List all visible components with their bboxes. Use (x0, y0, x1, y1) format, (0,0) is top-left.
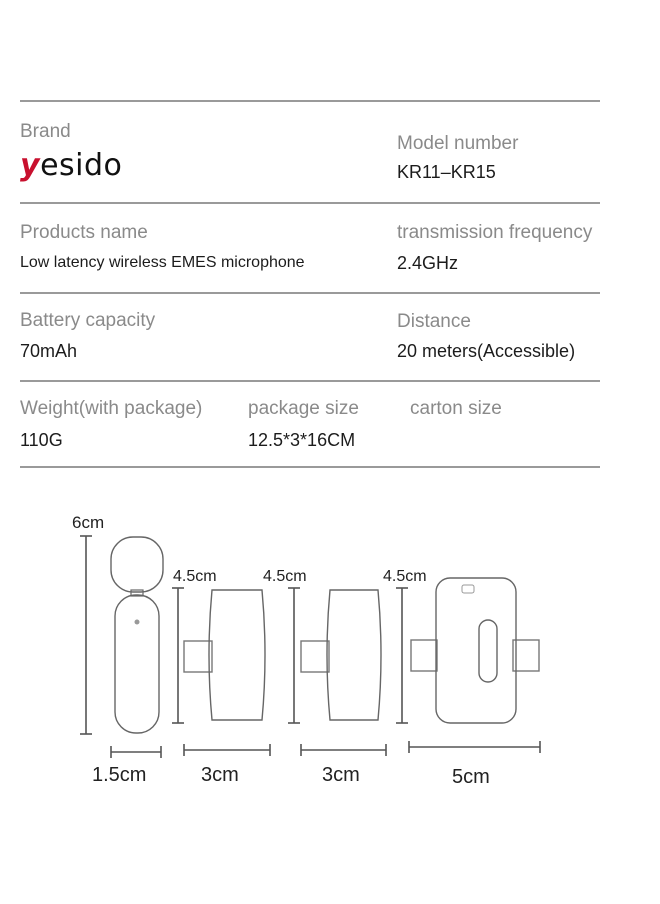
brand-label: Brand (20, 121, 71, 142)
mic-width-dimension-line (111, 746, 161, 758)
brand-logo: yesido (20, 148, 123, 183)
transmission-frequency-label: transmission frequency (397, 222, 593, 243)
receiver1-height-dimension-line (172, 588, 184, 723)
microphone-icon (111, 537, 163, 733)
receiver2-width-dimension-line (301, 744, 386, 756)
case-width-label: 5cm (452, 766, 490, 788)
battery-capacity-value: 70mAh (20, 341, 78, 361)
receiver1-width-label: 3cm (201, 764, 239, 786)
receiver2-height-label: 4.5cm (263, 568, 307, 585)
mic-height-label: 6cm (72, 513, 105, 532)
distance-label: Distance (397, 311, 471, 332)
product-name-label: Products name (20, 222, 148, 243)
product-name-value: Low latency wireless EMES microphone (20, 254, 305, 271)
case-height-dimension-line (396, 588, 408, 723)
case-height-label: 4.5cm (383, 568, 427, 585)
model-number-label: Model number (397, 133, 519, 154)
case-width-dimension-line (409, 741, 540, 753)
receiver2-width-label: 3cm (322, 764, 360, 786)
mic-height-dimension-line (80, 536, 92, 734)
package-size-label: package size (248, 398, 359, 419)
weight-label: Weight(with package) (20, 398, 203, 419)
model-number-value: KR11–KR15 (397, 162, 496, 182)
weight-value: 110G (20, 430, 63, 450)
mic-width-label: 1.5cm (92, 764, 147, 786)
receiver2-height-dimension-line (288, 588, 300, 723)
receiver1-width-dimension-line (184, 744, 270, 756)
package-size-value: 12.5*3*16CM (248, 430, 356, 450)
carton-size-label: carton size (410, 398, 502, 419)
receiver2-icon (301, 590, 381, 720)
distance-value: 20 meters(Accessible) (397, 341, 576, 361)
receiver1-icon (184, 590, 265, 720)
transmission-frequency-value: 2.4GHz (397, 253, 459, 273)
battery-capacity-label: Battery capacity (20, 310, 156, 331)
charging-case-icon (411, 578, 539, 723)
receiver1-height-label: 4.5cm (173, 568, 217, 585)
